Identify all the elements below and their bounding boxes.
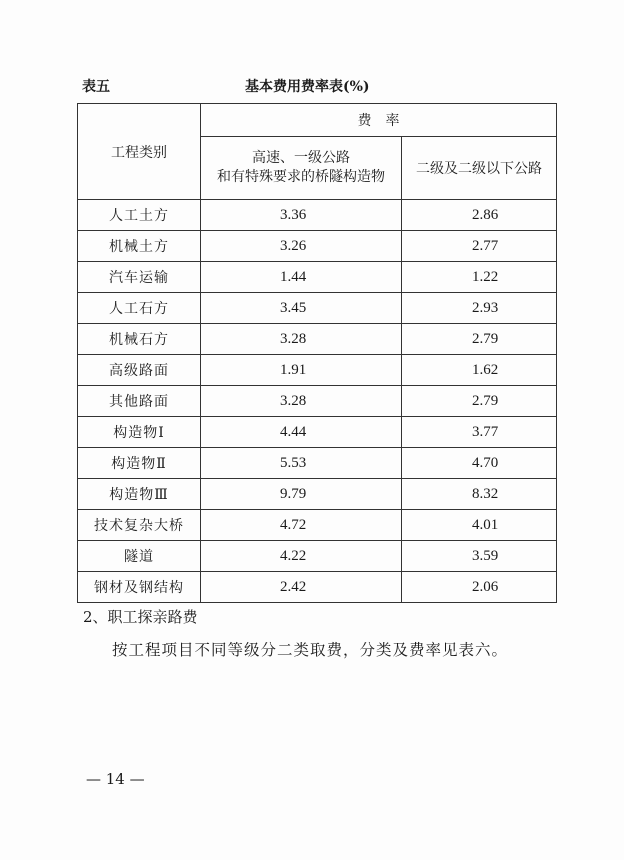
rate-a-cell: 2.42 <box>201 572 402 603</box>
category-cell: 其他路面 <box>78 386 201 417</box>
table-label: 表五 <box>82 79 110 95</box>
rate-a-cell: 5.53 <box>201 448 402 479</box>
category-cell: 构造物Ⅲ <box>78 479 201 510</box>
rate-b-cell: 2.79 <box>402 386 557 417</box>
category-cell: 机械石方 <box>78 324 201 355</box>
category-cell: 构造物Ⅰ <box>78 417 201 448</box>
section-heading: 2、职工探亲路费 <box>83 608 198 626</box>
rate-b-cell: 4.70 <box>402 448 557 479</box>
table-row <box>78 572 557 603</box>
table-row <box>78 417 557 448</box>
rate-table <box>77 103 557 603</box>
rate-a-cell: 9.79 <box>201 479 402 510</box>
category-cell: 钢材及钢结构 <box>78 572 201 603</box>
rate-a-cell: 3.45 <box>201 293 402 324</box>
rate-b-cell: 1.62 <box>402 355 557 386</box>
rate-b-cell: 2.79 <box>402 324 557 355</box>
table-row <box>78 386 557 417</box>
table-row <box>78 324 557 355</box>
rate-a-cell: 4.72 <box>201 510 402 541</box>
rate-b-cell: 2.93 <box>402 293 557 324</box>
table-row <box>78 479 557 510</box>
category-cell: 高级路面 <box>78 355 201 386</box>
table-row <box>78 200 557 231</box>
rate-b-cell: 1.22 <box>402 262 557 293</box>
table-row <box>78 262 557 293</box>
category-cell: 技术复杂大桥 <box>78 510 201 541</box>
header-highway-class-b: 二级及二级以下公路 <box>402 137 557 200</box>
rate-a-cell: 3.28 <box>201 386 402 417</box>
rate-a-cell: 3.36 <box>201 200 402 231</box>
category-cell: 机械土方 <box>78 231 201 262</box>
rate-b-cell: 3.59 <box>402 541 557 572</box>
header-a-line2: 和有特殊要求的桥隧构造物 <box>217 169 385 185</box>
category-cell: 汽车运输 <box>78 262 201 293</box>
table-row <box>78 510 557 541</box>
rate-a-cell: 3.26 <box>201 231 402 262</box>
rate-a-cell: 4.44 <box>201 417 402 448</box>
rate-b-cell: 8.32 <box>402 479 557 510</box>
category-cell: 人工土方 <box>78 200 201 231</box>
rate-a-cell: 1.44 <box>201 262 402 293</box>
rate-a-cell: 1.91 <box>201 355 402 386</box>
rate-b-cell: 4.01 <box>402 510 557 541</box>
header-highway-class-a <box>201 137 402 200</box>
header-category: 工程类别 <box>78 104 201 200</box>
table-row <box>78 541 557 572</box>
table-title: 基本费用费率表(%) <box>245 79 370 95</box>
category-cell: 人工石方 <box>78 293 201 324</box>
rate-b-cell: 2.86 <box>402 200 557 231</box>
category-cell: 构造物Ⅱ <box>78 448 201 479</box>
header-a-line1: 高速、一级公路 <box>252 150 350 166</box>
section-paragraph: 按工程项目不同等级分二类取费，分类及费率见表六。 <box>112 641 509 659</box>
rate-b-cell: 3.77 <box>402 417 557 448</box>
table-row <box>78 293 557 324</box>
rate-b-cell: 2.77 <box>402 231 557 262</box>
page-number: — 14 — <box>86 770 145 788</box>
rate-b-cell: 2.06 <box>402 572 557 603</box>
rate-a-cell: 4.22 <box>201 541 402 572</box>
category-cell: 隧道 <box>78 541 201 572</box>
table-row <box>78 355 557 386</box>
rate-a-cell: 3.28 <box>201 324 402 355</box>
header-rate-group: 费 率 <box>201 104 557 137</box>
table-row <box>78 231 557 262</box>
table-row <box>78 448 557 479</box>
